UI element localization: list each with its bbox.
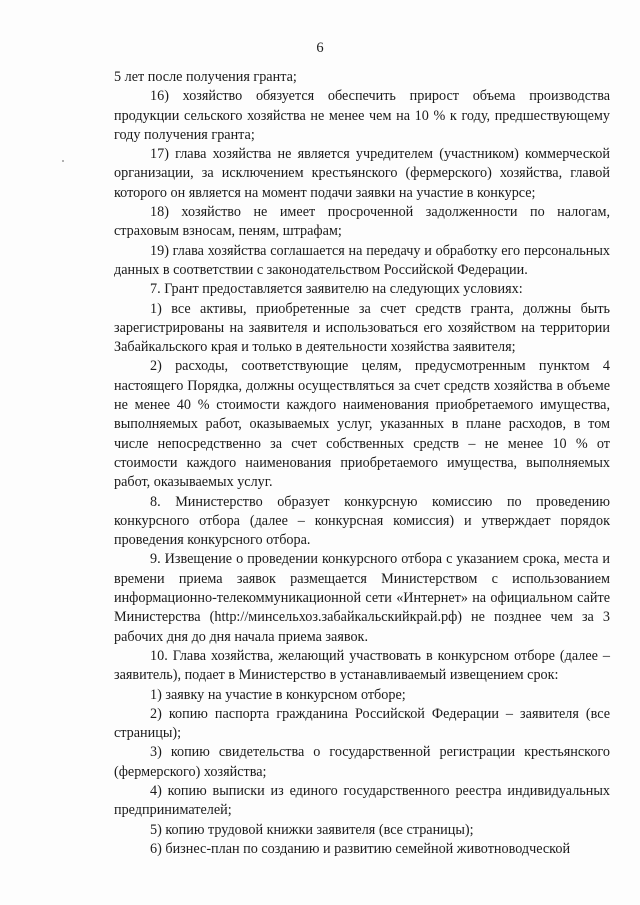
paragraph: 1) заявку на участие в конкурсном отборе; bbox=[150, 686, 406, 703]
scan-speck bbox=[62, 160, 64, 162]
paragraph: 9. Извещение о проведении конкурсного отбора с указанием срока, места и времени приема заявок размещается Министерством с использованием информационно-телекоммуникационной сети «Интернет» на официальном сайте Министерства (http://минсельхоз.забайкальскийкрай.рф) не позднее чем за 3 рабочих дня до дня начала приема заявок. bbox=[114, 551, 610, 645]
paragraph: 18) хозяйство не имеет просроченной задолженности по налогам, страховым взносам, пеням, штрафам; bbox=[114, 204, 610, 240]
paragraph: 19) глава хозяйства соглашается на передачу и обработку его персональных данных в соответствии с законодательством Российской Федерации. bbox=[114, 242, 610, 278]
document-body bbox=[114, 68, 610, 859]
paragraph: 7. Грант предоставляется заявителю на следующих условиях: bbox=[150, 281, 523, 298]
paragraph: 2) копию паспорта гражданина Российской Федерации – заявителя (все страницы); bbox=[114, 705, 610, 742]
paragraph: 6) бизнес-план по созданию и развитию семейной животноводческой bbox=[150, 840, 571, 857]
paragraph: 5) копию трудовой книжки заявителя (все страницы); bbox=[150, 821, 474, 838]
paragraph: 2) расходы, соответствующие целям, предусмотренным пунктом 4 настоящего Порядка, должны осуществляться за счет средств хозяйства в объеме не менее 40 % стоимости каждого наименования приобретаемого имущества, выполняемых работ, оказываемых услуг, указанных в плане расходов, в том числе непосредственно за счет собственных средств – не менее 10 % от стоимости каждого наименования приобретаемого имущества, выполняемых работ, оказываемых услуг. bbox=[114, 358, 610, 491]
paragraph: 16) хозяйство обязуется обеспечить прирост объема производства продукции сельского хозяйства не менее чем на 10 % к году, предшествующему году получения гранта; bbox=[114, 88, 610, 143]
paragraph: 8. Министерство образует конкурсную комиссию по проведению конкурсного отбора (далее – конкурсная комиссия) и утверждает порядок проведения конкурсного отбора. bbox=[114, 493, 610, 549]
paragraph: 1) все активы, приобретенные за счет средств гранта, должны быть зарегистрированы на заявителя и использоваться его хозяйством на территории Забайкальского края и только в деятельности хозяйства заявителя; bbox=[114, 300, 610, 356]
paragraph: 4) копию выписки из единого государственного реестра индивидуальных предпринимателей; bbox=[114, 782, 610, 819]
page-number: 6 bbox=[316, 40, 324, 56]
paragraph: 3) копию свидетельства о государственной регистрации крестьянского (фермерского) хозяйства; bbox=[114, 744, 610, 780]
paragraph: 10. Глава хозяйства, желающий участвовать в конкурсном отборе (далее – заявитель), подает в Министерство в устанавливаемый извещением срок: bbox=[114, 647, 610, 684]
paragraph: 5 лет после получения гранта; bbox=[114, 69, 297, 85]
paragraph: 17) глава хозяйства не является учредителем (участником) коммерческой организации, за исключением крестьянского (фермерского) хозяйства, главой которого он является на момент подачи заявки на участие в конкурсе; bbox=[114, 146, 610, 201]
